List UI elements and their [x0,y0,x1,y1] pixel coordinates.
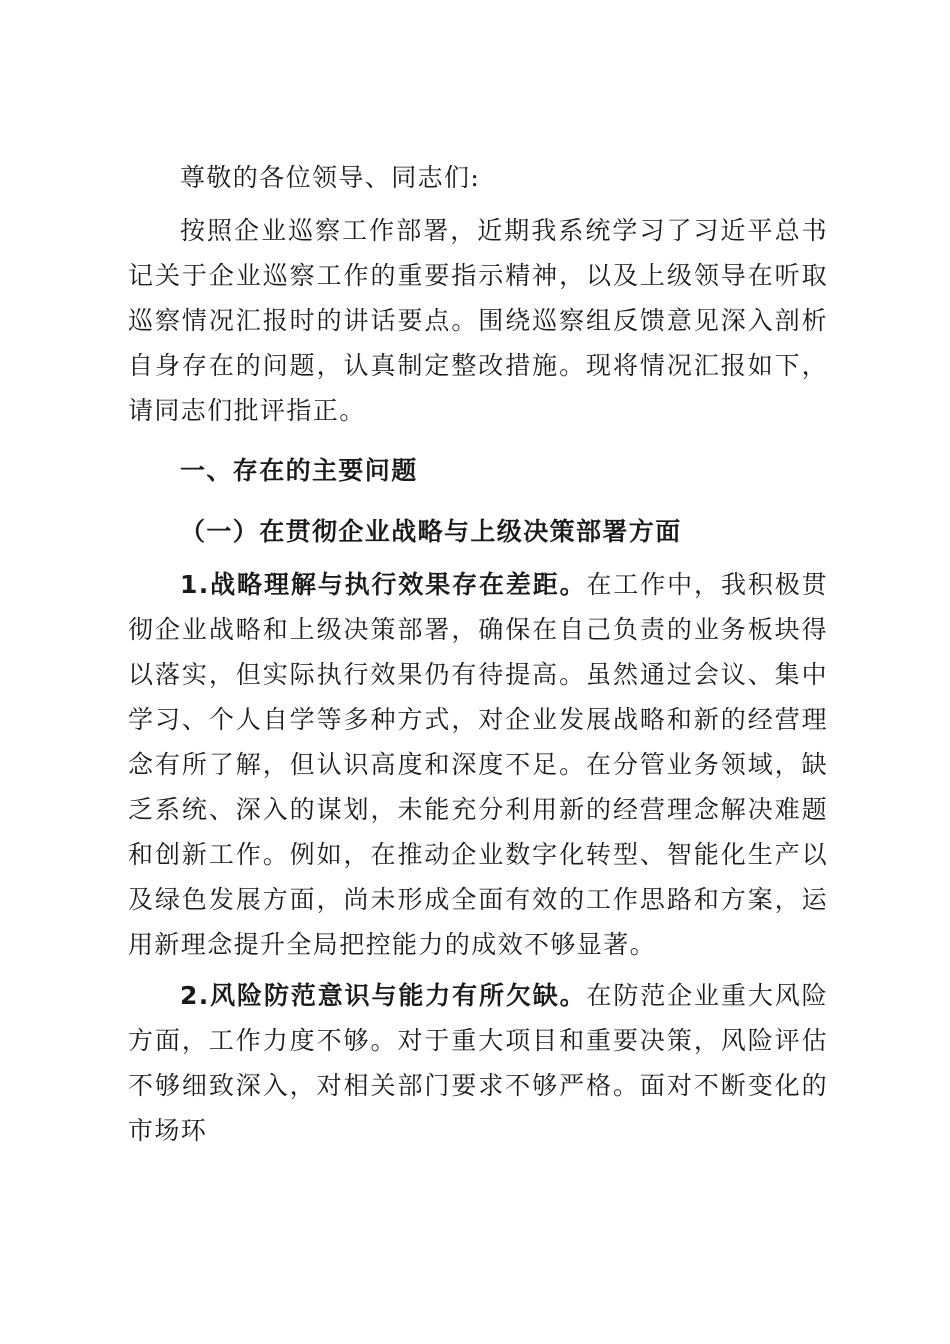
subsection-heading: （一）在贯彻企业战略与上级决策部署方面 [180,517,682,546]
item-title-1: 1.战略理解与执行效果存在差距。 [180,570,587,599]
item-body-2: 在防范企业重大风险方面，工作力度不够。对于重大项目和重要决策，风险评估不够细致深入，对相关部门要求不够严格。面对不断变化的市场环 [128,981,828,1145]
section-heading: 一、存在的主要问题 [180,456,418,485]
item-paragraph-2 [128,973,828,1153]
document-body [128,155,828,1159]
item-title-2: 2.风险防范意识与能力有所欠缺。 [180,981,587,1010]
item-body-1: 在工作中，我积极贯彻企业战略和上级决策部署，确保在自己负责的业务板块得以落实，但实际执行效果仍有待提高。虽然通过会议、集中学习、个人自学等多种方式，对企业发展战略和新的经营理念有所了解，但认识高度和深度不足。在分管业务领域，缺乏系统、深入的谋划，未能充分利用新的经营理念解决难题和创新工作。例如，在推动企业数字化转型、智能化生产以及绿色发展方面，尚未形成全面有效的工作思路和方案，运用新理念提升全局把控能力的成效不够显著。 [128,570,828,959]
intro-paragraph: 按照企业巡察工作部署，近期我系统学习了习近平总书记关于企业巡察工作的重要指示精神，以及上级领导在听取巡察情况汇报时的讲话要点。围绕巡察组反馈意见深入剖析自身存在的问题，认真制定整改措施。现将情况汇报如下，请同志们批评指正。 [128,216,828,425]
item-paragraph-1 [128,562,828,967]
salutation: 尊敬的各位领导、同志们: [180,163,481,192]
